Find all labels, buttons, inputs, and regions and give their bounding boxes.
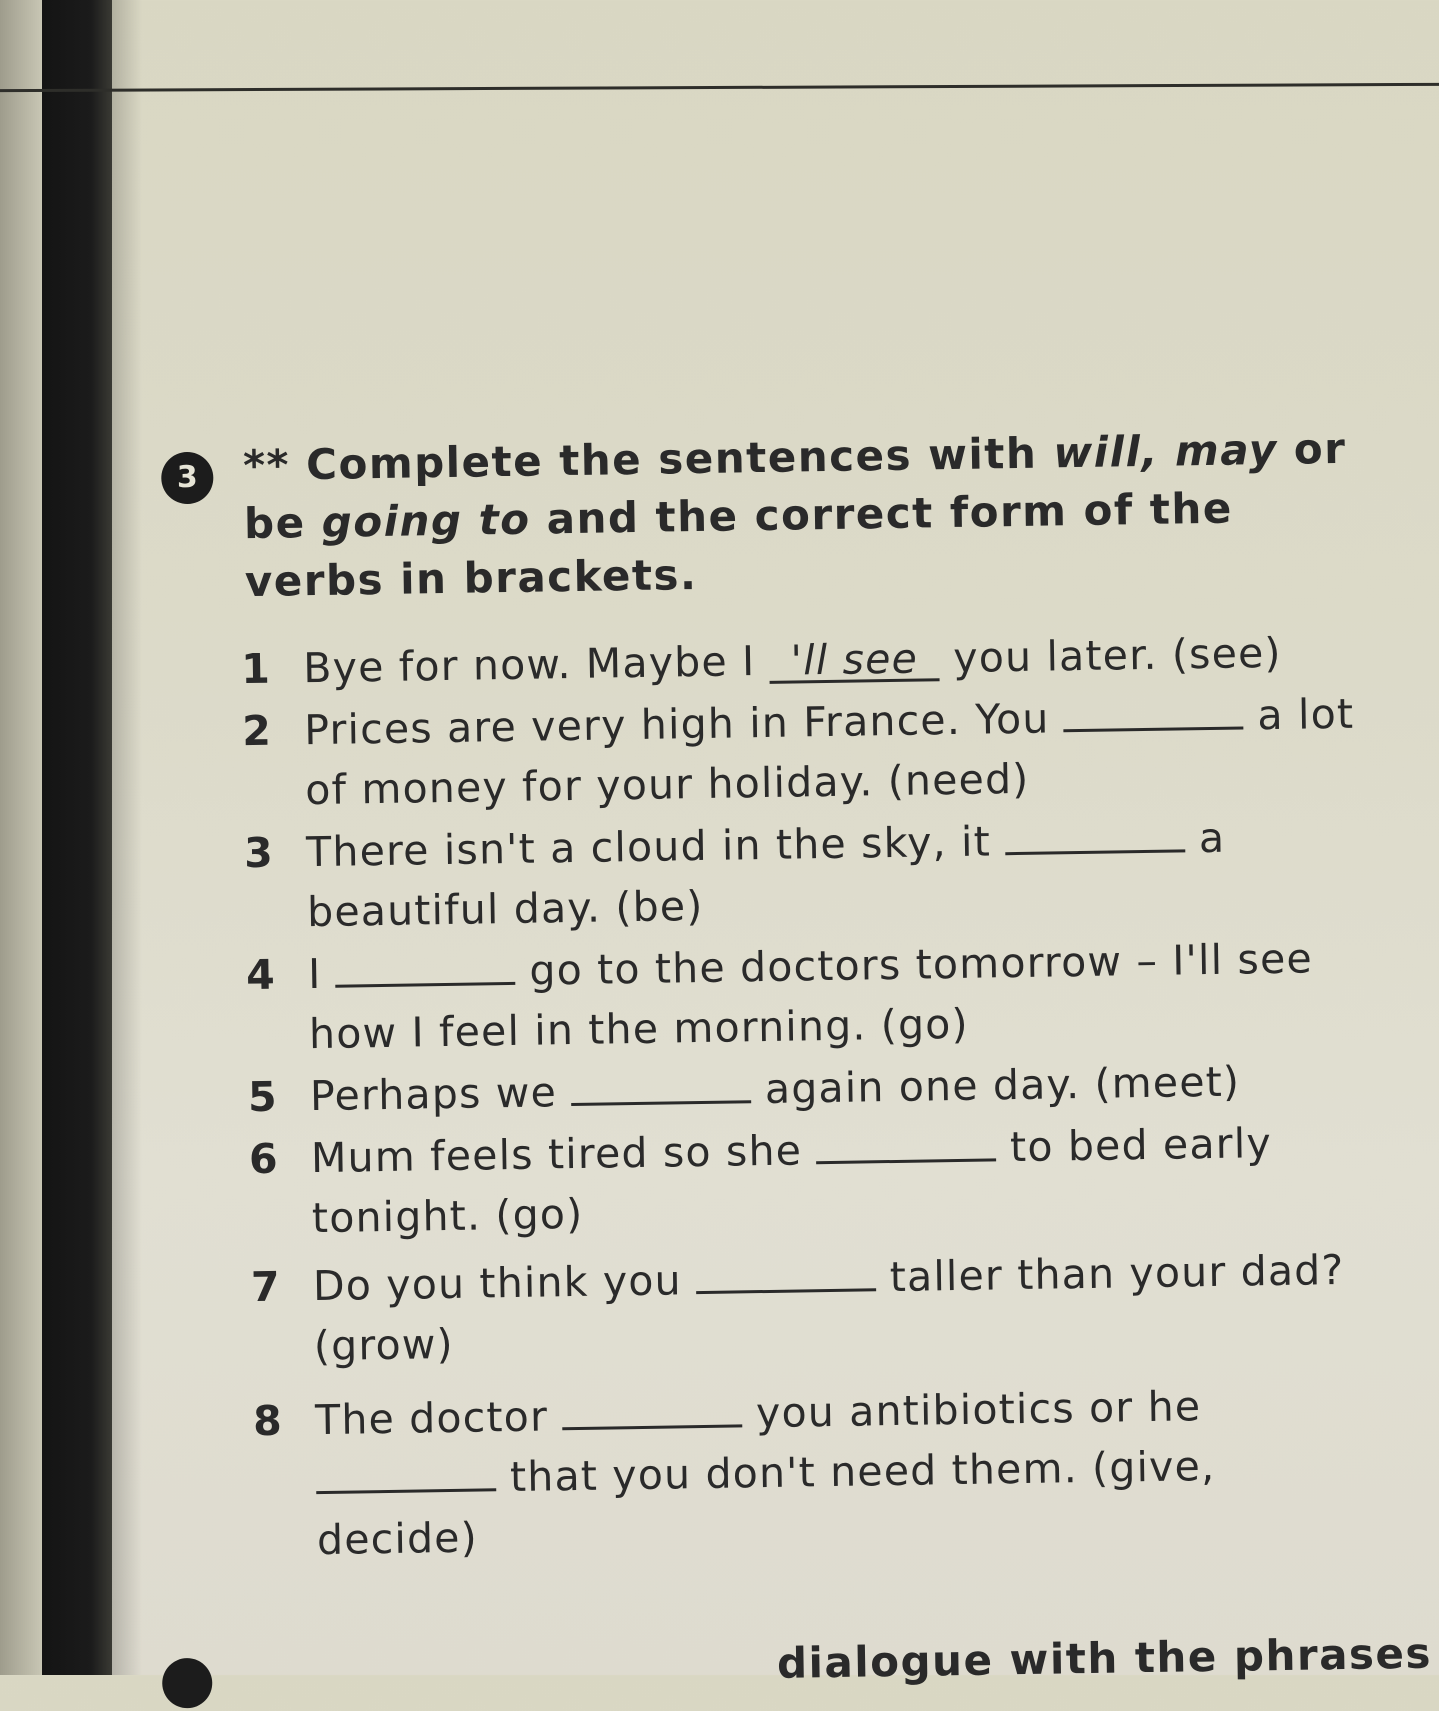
- item-number: 6: [248, 1134, 280, 1184]
- answer-blank[interactable]: [695, 1252, 876, 1294]
- item-text-before: Mum feels tired so she: [310, 1126, 803, 1183]
- exercise-instruction: [243, 419, 1376, 611]
- instruction-text-1: Complete the sentences with: [305, 428, 1038, 490]
- item-number: 3: [243, 828, 275, 878]
- instruction-will: will,: [1053, 426, 1160, 478]
- next-exercise-partial-instruction: dialogue with the phrases: [776, 1628, 1433, 1688]
- item-text-before: Do you think you: [312, 1256, 683, 1311]
- item-text-after: you antibiotics or he: [755, 1382, 1202, 1438]
- exercise-number-badge: 3: [161, 452, 214, 505]
- item-text-after: again one day. (meet): [764, 1057, 1241, 1114]
- item-text-continued-2: decide): [316, 1513, 479, 1565]
- exercise-item-4: [246, 927, 1398, 1065]
- item-text-before: There isn't a cloud in the sky, it: [305, 817, 992, 877]
- item-number: 7: [250, 1262, 282, 1312]
- item-number: 4: [245, 950, 277, 1000]
- answer-blank[interactable]: [1063, 690, 1244, 732]
- item-text-after: a: [1198, 813, 1226, 863]
- exercise-item-7: [251, 1239, 1403, 1377]
- exercise-item-2: [242, 683, 1394, 821]
- exercise-item-8: [253, 1373, 1406, 1571]
- item-text-continued: beautiful day. (be): [306, 881, 704, 937]
- item-text-after: to bed early: [1009, 1119, 1273, 1172]
- item-text-continued: of money for your holiday. (need): [304, 754, 1030, 815]
- item-text-before: I: [307, 949, 322, 999]
- item-text-continued: that you don't need them. (give,: [509, 1441, 1216, 1502]
- item-text-before: Bye for now. Maybe I: [302, 637, 756, 693]
- instruction-may: may: [1174, 424, 1279, 476]
- answer-blank[interactable]: [562, 1388, 743, 1430]
- item-number: 2: [241, 706, 273, 756]
- answer-blank[interactable]: [335, 946, 516, 988]
- difficulty-stars: **: [242, 440, 291, 491]
- answer-blank[interactable]: [816, 1122, 997, 1164]
- answer-blank-filled[interactable]: 'll see: [769, 638, 940, 684]
- item-text-after: taller than your dad?: [889, 1245, 1345, 1302]
- item-text-before: Perhaps we: [309, 1068, 558, 1121]
- item-text-before: Prices are very high in France. You: [303, 694, 1050, 755]
- item-text-before: The doctor: [314, 1392, 549, 1445]
- item-text-continued: tonight. (go): [311, 1189, 584, 1243]
- item-text-after: you later. (see): [952, 628, 1283, 682]
- item-number: 5: [247, 1072, 279, 1122]
- answer-blank[interactable]: [571, 1064, 752, 1106]
- item-text-after: a lot: [1257, 689, 1355, 740]
- answer-blank-second[interactable]: [316, 1452, 497, 1494]
- item-text-continued: how I feel in the morning. (go): [308, 999, 970, 1059]
- item-number: 1: [240, 644, 272, 694]
- answer-blank[interactable]: [1005, 813, 1186, 855]
- exercise-item-3: [244, 805, 1396, 943]
- instruction-text-2: and the correct form of the verbs in brackets.: [244, 483, 1234, 607]
- item-text-continued: (grow): [313, 1319, 455, 1371]
- instruction-going-to: going to: [321, 494, 531, 547]
- instruction-or-be: or be: [243, 423, 1347, 549]
- item-number: 8: [252, 1396, 284, 1446]
- exercise-item-6: [249, 1111, 1401, 1249]
- item-text-after: go to the doctors tomorrow – I'll see: [529, 934, 1314, 995]
